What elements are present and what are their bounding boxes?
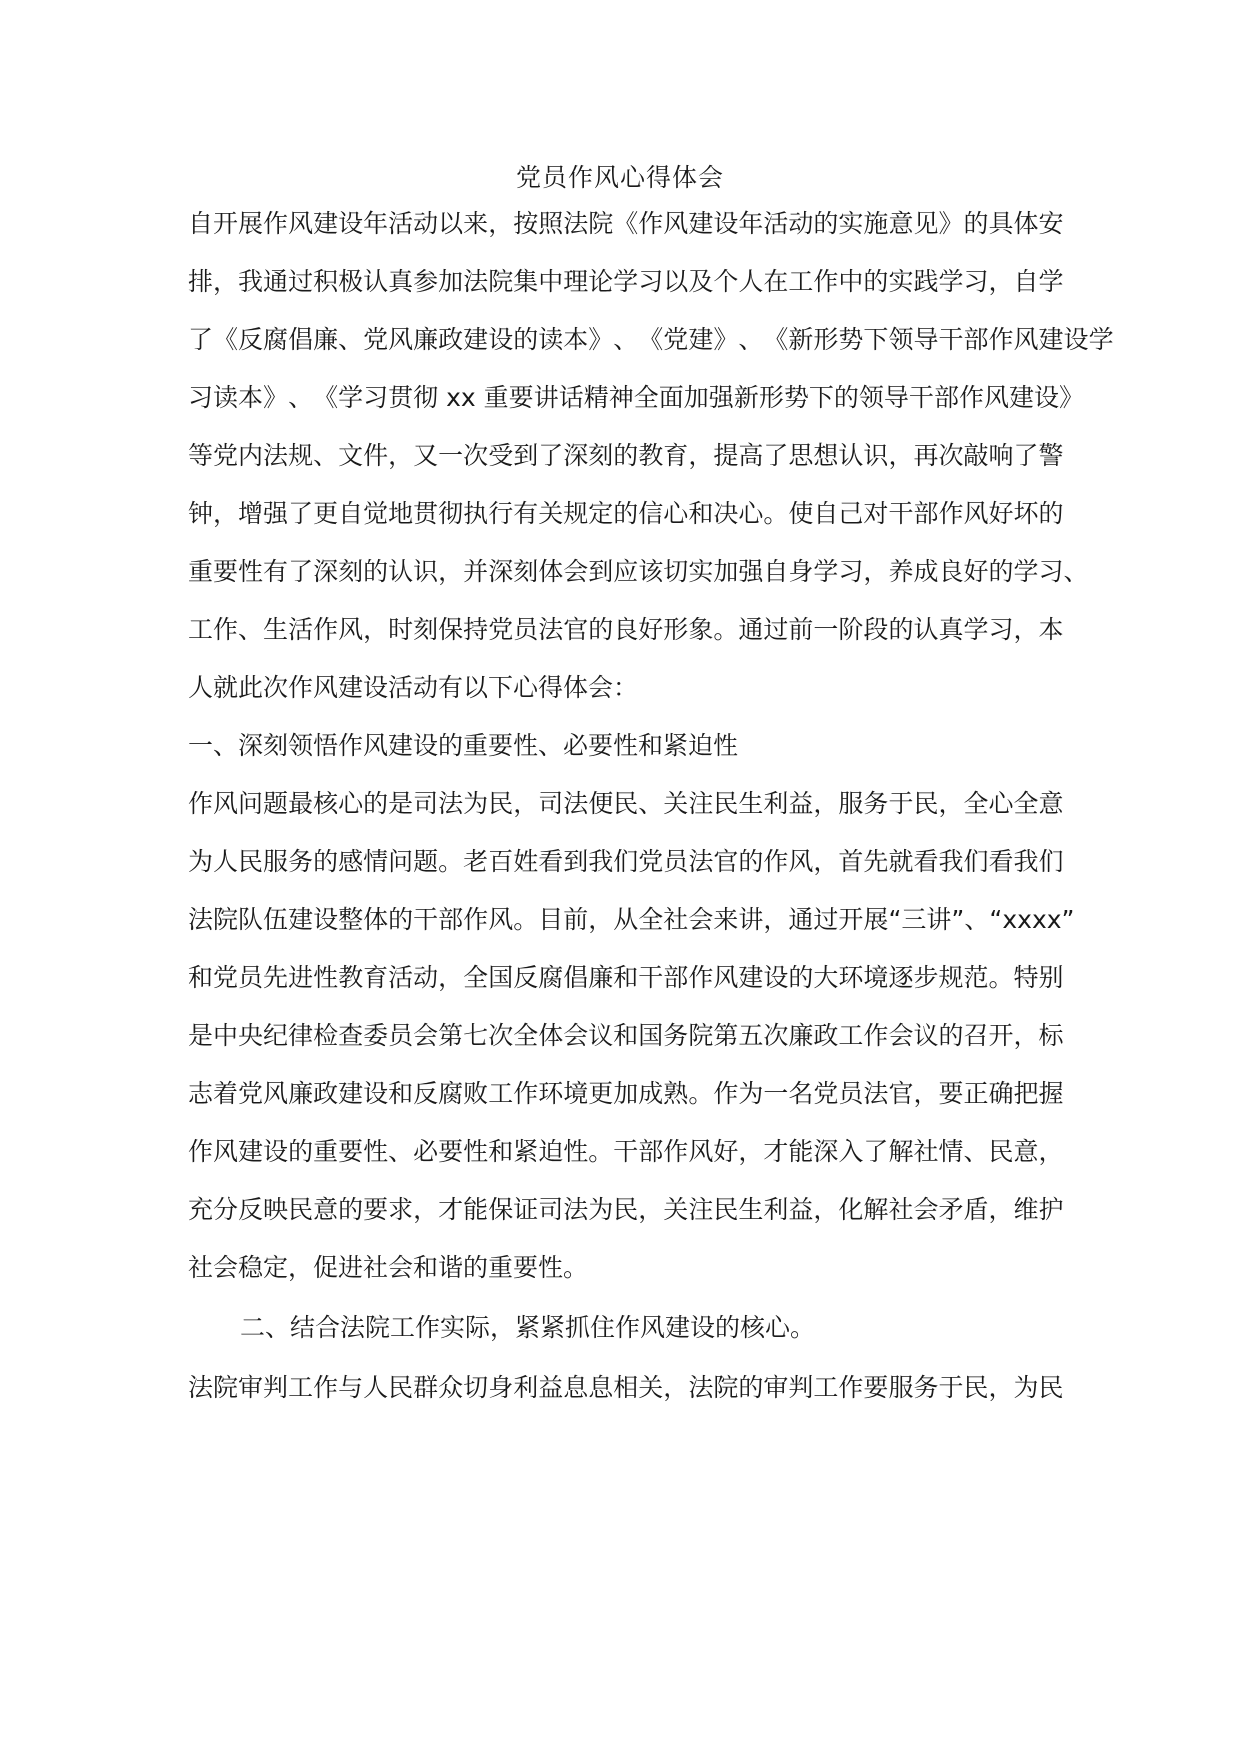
paragraph-line: 充 分 反 映 民 意 的 要 求 ， 才 能 保 证 司 法 为 民 ， 关 注 民 生 利 益 ， 化 解 社 会 矛 盾 ， 维 护: [188, 1195, 1064, 1224]
document-title: 党员作风心得体会: [515, 163, 724, 192]
paragraph-line: 人就此次作风建设活动有以下心得体会：: [188, 673, 639, 702]
paragraph-line: 习 读 本 》 、 《 学 习 贯 彻 x x 重 要 讲 话 精 神 全 面 加 强 新 形 势 下 的 领 导 干 部 作 风 建 设 》: [188, 383, 1085, 412]
section-heading: 一、深刻领悟作风建设的重要性、必要性和紧迫性: [188, 731, 739, 760]
paragraph-line: 等 党 内 法 规 、 文 件 ， 又 一 次 受 到 了 深 刻 的 教 育 ， 提 高 了 思 想 认 识 ， 再 次 敲 响 了 警: [188, 441, 1064, 470]
section-heading: 二、结合法院工作实际，紧紧抓住作风建设的核心。: [240, 1313, 816, 1342]
paragraph-line: 志 着 党 风 廉 政 建 设 和 反 腐 败 工 作 环 境 更 加 成 熟 。 作 为 一 名 党 员 法 官 ， 要 正 确 把 握: [188, 1079, 1064, 1108]
paragraph-line: 作 风 建 设 的 重 要 性 、 必 要 性 和 紧 迫 性 。 干 部 作 风 好 ， 才 能 深 入 了 解 社 情 、 民 意 ，: [188, 1137, 1064, 1166]
paragraph-line: 是 中 央 纪 律 检 查 委 员 会 第 七 次 全 体 会 议 和 国 务 院 第 五 次 廉 政 工 作 会 议 的 召 开 ， 标: [188, 1021, 1064, 1050]
paragraph-line: 作 风 问 题 最 核 心 的 是 司 法 为 民 ， 司 法 便 民 、 关 注 民 生 利 益 ， 服 务 于 民 ， 全 心 全 意: [188, 789, 1064, 818]
paragraph-line: 为 人 民 服 务 的 感 情 问 题 。 老 百 姓 看 到 我 们 党 员 法 官 的 作 风 ， 首 先 就 看 我 们 看 我 们: [188, 847, 1064, 876]
paragraph-line: 和 党 员 先 进 性 教 育 活 动 ， 全 国 反 腐 倡 廉 和 干 部 作 风 建 设 的 大 环 境 逐 步 规 范 。 特 别: [188, 963, 1064, 992]
paragraph-line: 社会稳定，促进社会和谐的重要性。: [188, 1253, 589, 1282]
paragraph-line: 钟 ， 增 强 了 更 自 觉 地 贯 彻 执 行 有 关 规 定 的 信 心 和 决 心 。 使 自 己 对 干 部 作 风 好 坏 的: [188, 499, 1064, 528]
paragraph-line: 了 《 反 腐 倡 廉 、 党 风 廉 政 建 设 的 读 本 》 、 《 党 建 》 、 《 新 形 势 下 领 导 干 部 作 风 建 设 学: [188, 325, 1114, 354]
paragraph-line: 排 ， 我 通 过 积 极 认 真 参 加 法 院 集 中 理 论 学 习 以 及 个 人 在 工 作 中 的 实 践 学 习 ， 自 学: [188, 267, 1064, 296]
paragraph-line: 法 院 审 判 工 作 与 人 民 群 众 切 身 利 益 息 息 相 关 ， 法 院 的 审 判 工 作 要 服 务 于 民 ， 为 民: [188, 1373, 1064, 1402]
paragraph-line: 法 院 队 伍 建 设 整 体 的 干 部 作 风 。 目 前 ， 从 全 社 会 来 讲 ， 通 过 开 展 “ 三 讲 ” 、 “ x x x x ”: [188, 905, 1075, 934]
paragraph-line: 工 作 、 生 活 作 风 ， 时 刻 保 持 党 员 法 官 的 良 好 形 象 。 通 过 前 一 阶 段 的 认 真 学 习 ， 本: [188, 615, 1064, 644]
paragraph-line: 自 开 展 作 风 建 设 年 活 动 以 来 ， 按 照 法 院 《 作 风 建 设 年 活 动 的 实 施 意 见 》 的 具 体 安: [188, 209, 1064, 238]
paragraph-line: 重 要 性 有 了 深 刻 的 认 识 ， 并 深 刻 体 会 到 应 该 切 实 加 强 自 身 学 习 ， 养 成 良 好 的 学 习 、: [188, 557, 1089, 586]
